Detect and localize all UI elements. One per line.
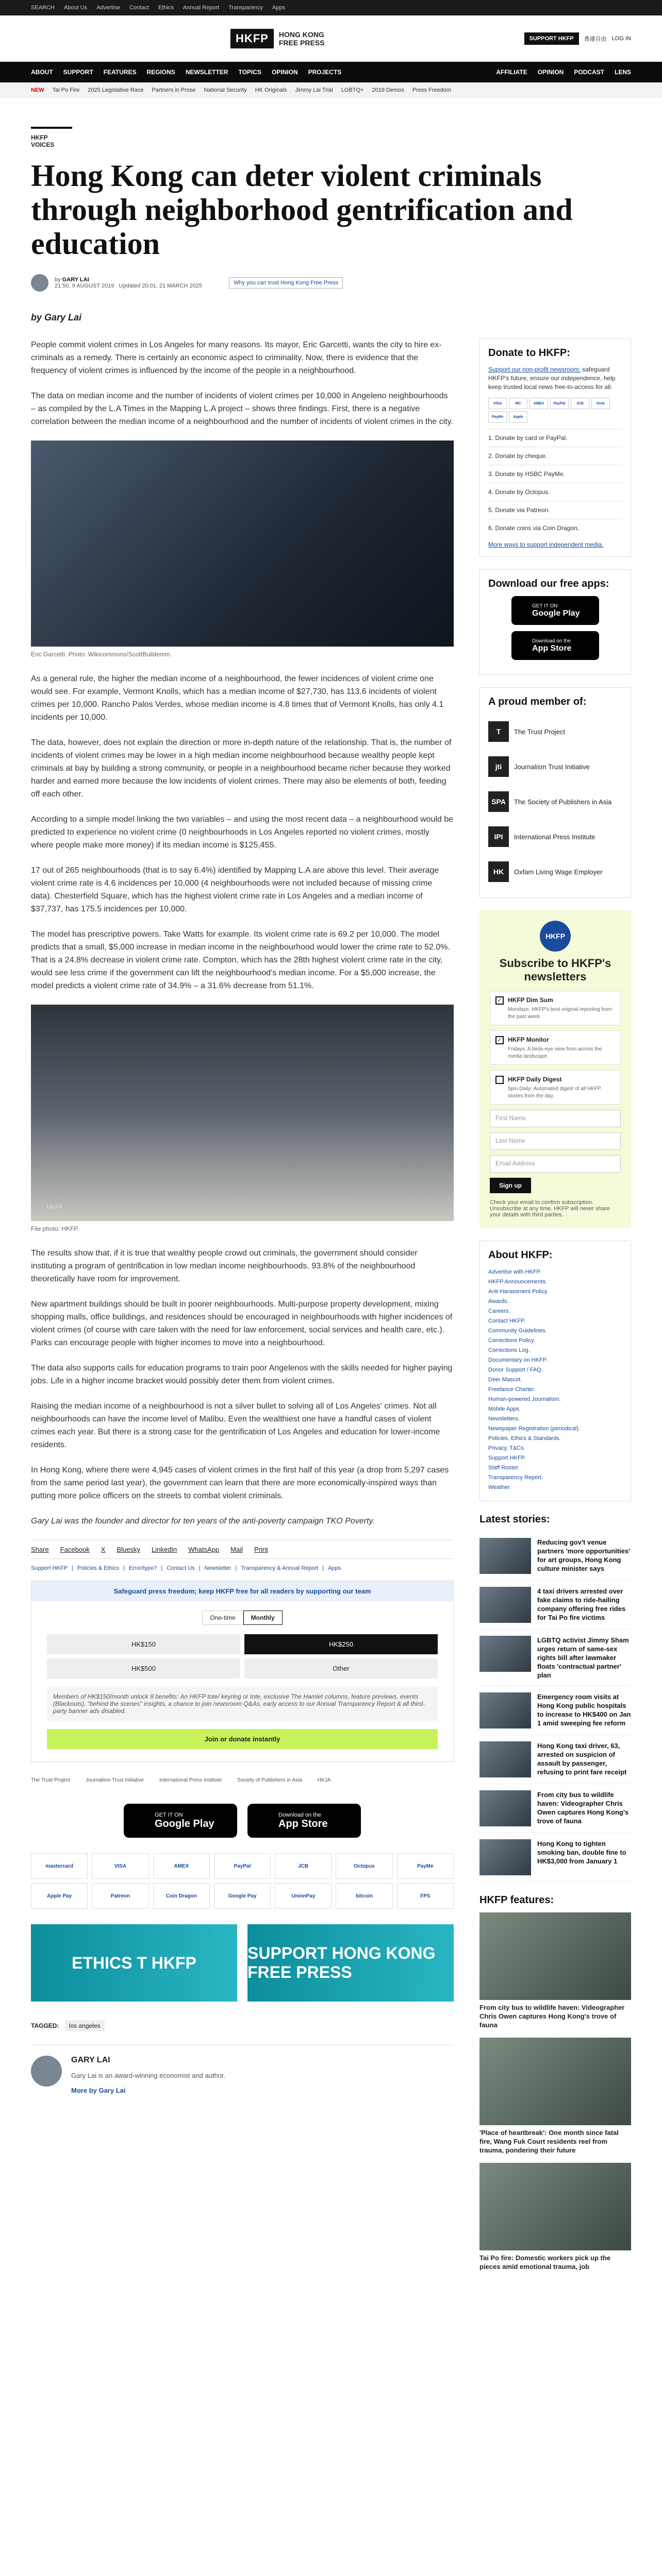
support-banner[interactable]: SUPPORT HONG KONG FREE PRESS — [247, 1924, 454, 2002]
checkbox[interactable] — [495, 1076, 504, 1084]
member-of-card — [479, 687, 631, 898]
nav-topics[interactable]: TOPICS — [238, 69, 261, 76]
promo-banners — [31, 1924, 454, 2002]
author-avatar-large[interactable] — [31, 2056, 62, 2087]
photo-caption: File photo: HKFP. — [31, 1225, 79, 1232]
paragraph: In Hong Kong, where there were 4,945 cases of violent crimes in the first half of this year (a drop from 5,297 cases from the same period last year), the government can learn that there are more economically-inspired ways than putting more police officers on the streets to combat violent criminals. — [31, 1466, 449, 1500]
paragraph: People commit violent crimes in Los Angeles for many reasons. Its mayor, Eric Garcetti, wants the city to hire ex-criminals as a remedy. There is certainly an economic aspect to criminality. Now, there is evidence that the frequency of violent crimes is influenced by the income of the people in a neighbourhood. — [31, 341, 442, 375]
footlink[interactable]: Contact Us — [167, 1565, 195, 1571]
member-title: A proud member of: — [488, 696, 587, 707]
member-logo: IPI — [488, 826, 509, 847]
author-avatar[interactable] — [31, 274, 48, 292]
latest-story[interactable]: From city bus to wildlife haven: Videographer Chris Owen captures Hong Kong's trove of fauna — [479, 1784, 631, 1833]
members-benefits-note: Members of HK$150/month unlock 8 benefits: An HKFP tote/ keyring or tote, exclusive The Hamlet columns, feature previews, events (Blackouts), "behind the scenes" insights, a chance to join newsroom Q&As, early access to our Annual Transparency Report & all third-party banner ads disabled. — [47, 1687, 438, 1721]
about-link[interactable]: Corrections Log. — [488, 1347, 530, 1353]
member-logo: HK — [488, 861, 509, 882]
payment-logo: UnionPay — [275, 1883, 332, 1909]
top-item-ethics[interactable]: Ethics — [158, 5, 174, 11]
one-time-tab[interactable]: One-time — [202, 1611, 243, 1625]
card-logo: Apple — [509, 411, 527, 422]
donate-option[interactable]: 4. Donate by Octopus. — [488, 483, 622, 501]
tag-pill[interactable]: los angeles — [65, 2020, 105, 2031]
paragraph: 17 out of 265 neighbourhoods (that is to say 6.4%) identified by Mapping L.A are above this level. Their average violent crime rate is 4.6 incidences per 10,000 (4 neighbourhoods were not included because of missing crime data). Chesterfield Square, which has the highest violent crime rate in Los Angeles and a median income of $37,737, has 175.5 incidences per 10,000. — [31, 866, 439, 913]
top-item-transparency[interactable]: Transparency — [228, 5, 263, 11]
share-whatsapp[interactable]: WhatsApp — [188, 1546, 220, 1553]
partner-logo: HKJA — [317, 1777, 331, 1783]
about-link[interactable]: HKFP Announcements. — [488, 1279, 548, 1285]
article-headline: Hong Kong can deter violent criminals through neighborhood gentrification and education — [31, 159, 573, 261]
subnav-item[interactable]: Tai Po Fire — [52, 87, 80, 93]
donate-option[interactable]: 1. Donate by card or PayPal. — [488, 429, 622, 447]
masthead — [0, 15, 662, 62]
email-input[interactable]: Email Address — [490, 1155, 621, 1173]
published-date: 21:50, 9 AUGUST 2019 — [55, 283, 114, 289]
article-container — [31, 127, 631, 2279]
payment-logo: PayMe — [397, 1853, 454, 1879]
payment-logo: Octopus — [336, 1853, 392, 1879]
tags-row: TAGGED: los angeles — [31, 2022, 454, 2029]
member-org[interactable]: T The Trust Project — [488, 714, 622, 749]
subnav-item[interactable]: Jimmy Lai Trial — [295, 87, 333, 93]
first-name-input[interactable]: First Name — [490, 1110, 621, 1127]
payment-logo: JCB — [275, 1853, 332, 1879]
about-link[interactable]: Advertise with HKFP. — [488, 1269, 541, 1275]
support-hkfp-button[interactable]: SUPPORT HKFP — [524, 32, 579, 45]
hkfp-features — [479, 1894, 631, 2271]
story-thumbnail — [479, 1741, 531, 1777]
author-box-name[interactable]: GARY LAI — [71, 2056, 110, 2064]
nav-opinion[interactable]: OPINION — [271, 69, 298, 76]
about-link[interactable]: Staff Roster. — [488, 1465, 520, 1471]
about-link[interactable]: Deer Mascot. — [488, 1377, 522, 1383]
member-logo: jti — [488, 756, 509, 777]
paragraph: New apartment buildings should be built in poorer neighbourhoods. Multi-purpose property development, mixing shopping malls, office buildings, and residences should be encouraged in neighbourhoods with higher incidences of violent crimes (of course with care taken with the need for law enforcement, social services and health care, etc.). Parks can encourage people with higher incomes to move into a neighbourhood. — [31, 1300, 453, 1347]
monthly-tab[interactable]: Monthly — [243, 1611, 283, 1625]
donate-title: Donate to HKFP: — [488, 347, 570, 359]
payment-methods — [31, 1853, 454, 1909]
subnav-item[interactable]: National Security — [204, 87, 247, 93]
paragraph: The data on median income and the number of incidents of violent crimes per 10,000 in Angeleno neighbourhoods – as compiled by the L.A Times in the Mapping L.A project – shows three findings. First, there is a negative correlation between the median income of a neighbourhood and the number of incidents of violent crimes in the city. — [31, 392, 453, 426]
ethics-banner[interactable]: ETHICS T HKFP — [31, 1924, 237, 2002]
partner-logos — [31, 1777, 454, 1783]
paragraph: The data, however, does not explain the direction or more in-depth nature of the relationship. That is, the number of incidents of violent crimes may be lower in a high median income neighbourhood because wealthy people kept criminals at bay by building a strong community, or people in a neighbourhood became richer because they worked harder and earned more because the low incidents of violent crimes. There may also be elements of both, feeding off each other. — [31, 738, 452, 799]
member-logo: T — [488, 721, 509, 742]
latest-stories — [479, 1514, 631, 1882]
donate-option[interactable]: 3. Donate by HSBC PayMe. — [488, 465, 622, 483]
share-bar — [31, 1540, 454, 1559]
partner-logo: Society of Publishers in Asia — [237, 1777, 302, 1783]
logo-mark: HKFP — [230, 29, 274, 48]
nav-podcast[interactable]: PODCAST — [574, 69, 604, 76]
donate-option[interactable]: 5. Donate via Patreon. — [488, 501, 622, 519]
latest-story[interactable]: Emergency room visits at Hong Kong public hospitals to increase to HK$400 on Jan 1 amid sweeping fee reform — [479, 1686, 631, 1735]
payment-logo: Apple Pay — [31, 1883, 88, 1909]
feature-story[interactable]: From city bus to wildlife haven: Videographer Chris Owen captures Hong Kong's trove of fauna — [479, 1912, 631, 2029]
feature-image — [479, 1912, 631, 2000]
login-link[interactable]: LOG IN — [611, 35, 631, 42]
by-line: by Gary Lai — [31, 312, 82, 323]
footlink[interactable]: Newsletter — [204, 1565, 231, 1571]
member-org[interactable]: IPI International Press Institute — [488, 819, 622, 854]
new-badge: NEW — [31, 87, 44, 93]
member-org[interactable]: SPA The Society of Publishers in Asia — [488, 784, 622, 819]
top-item-contact[interactable]: Contact — [129, 5, 149, 11]
subnav-item[interactable]: LGBTQ+ — [341, 87, 364, 93]
about-link[interactable]: Policies, Ethics & Standards. — [488, 1435, 561, 1442]
share-x[interactable]: X — [101, 1546, 106, 1553]
payment-logo: mastercard — [31, 1853, 88, 1879]
donate-option[interactable]: 2. Donate by cheque. — [488, 447, 622, 465]
about-link[interactable]: Community Guidelines. — [488, 1328, 547, 1334]
support-box — [31, 1581, 454, 1762]
support-heading[interactable]: Safeguard press freedom; keep HKFP free for all readers by supporting our team — [31, 1581, 453, 1601]
about-link[interactable]: Support HKFP. — [488, 1455, 526, 1461]
paragraph: Raising the median income of a neighbourhood is not a silver bullet to solving all of Los Angeles' crimes. Not all neighbourhoods can have the income level of Malibu. Even the wealthiest one have a handful cases of violent crimes each year. But there is a strong case for the gentrification of Los Angeles and education for lower-income residents. — [31, 1402, 440, 1449]
about-link[interactable]: Corrections Policy. — [488, 1337, 535, 1344]
top-item-about[interactable]: About Us — [63, 5, 88, 11]
member-org[interactable]: HK Oxfam Living Wage Employer — [488, 854, 622, 889]
amount-option-selected[interactable]: HK$250 — [244, 1634, 438, 1654]
nav-projects[interactable]: PROJECTS — [308, 69, 342, 76]
frequency-toggle — [31, 1611, 453, 1625]
story-thumbnail — [479, 1538, 531, 1574]
payment-logo: VISA — [92, 1853, 148, 1879]
about-link[interactable]: Newspaper Registration (periodical). — [488, 1426, 580, 1432]
about-link[interactable]: Careers. — [488, 1308, 510, 1314]
about-link[interactable]: Contact HKFP. — [488, 1318, 525, 1324]
about-link[interactable]: Awards. — [488, 1298, 509, 1304]
feature-image — [479, 2163, 631, 2250]
card-logos — [488, 398, 622, 422]
share-facebook[interactable]: Facebook — [60, 1546, 90, 1553]
latest-story[interactable]: LGBTQ activist Jimmy Sham urges return of same-sex rights bill after lawmaker floats 'contractual partner' plan — [479, 1630, 631, 1686]
amount-option[interactable]: HK$150 — [47, 1634, 240, 1654]
newsletter-option[interactable]: ✓ HKFP Dim Sum Mondays: HKFP's best original reporting from the past week. — [490, 991, 621, 1025]
author-bio: Gary Lai is an award-winning economist and author. — [71, 2072, 226, 2079]
language-link[interactable]: 香港自由 — [584, 36, 607, 42]
footlink[interactable]: Apps — [328, 1565, 341, 1571]
newsletter-signup — [479, 910, 631, 1228]
photo-watermark: HKFP — [46, 1204, 63, 1211]
latest-story[interactable]: Hong Kong to tighten smoking ban, double fine to HK$3,000 from January 1 — [479, 1833, 631, 1882]
nav-regions[interactable]: REGIONS — [146, 69, 175, 76]
footlink[interactable]: Error/typo? — [128, 1565, 157, 1571]
more-ways-link[interactable]: More ways to support independent media. — [488, 541, 604, 548]
paragraph: The data also supports calls for education programs to train poor Angelenos with the skills needed for higher paying jobs. Life in a higher income bracket would possibly deter them from violent crimes. — [31, 1364, 453, 1385]
top-utility-bar — [0, 0, 662, 15]
amount-options — [31, 1634, 453, 1679]
google-play-button[interactable]: GET IT ON Google Play — [124, 1804, 237, 1838]
last-name-input[interactable]: Last Name — [490, 1132, 621, 1150]
footlink[interactable]: Support HKFP — [31, 1565, 68, 1571]
card-logo: Octo — [591, 398, 610, 409]
nav-about[interactable]: ABOUT — [31, 69, 53, 76]
newsletter-option[interactable]: HKFP Daily Digest 5pm Daily: Automated digest of all HKFP stories from the day. — [490, 1070, 621, 1105]
subnav-item[interactable]: Partners in Prose — [152, 87, 196, 93]
latest-story[interactable]: Hong Kong taxi driver, 63, arrested on suspicion of assault by passenger, refusing to print fare receipt — [479, 1735, 631, 1784]
about-link[interactable]: Documentary on HKFP. — [488, 1357, 548, 1363]
masthead-actions — [524, 32, 631, 45]
story-thumbnail — [479, 1692, 531, 1728]
payment-logo: AMEX — [153, 1853, 210, 1879]
amount-option[interactable]: HK$500 — [47, 1658, 240, 1679]
payment-logo: Google Pay — [214, 1883, 271, 1909]
payment-logo: FPS — [397, 1883, 454, 1909]
logo-line-1: HONG KONG — [278, 30, 324, 39]
feature-image — [479, 2038, 631, 2125]
trust-note-link[interactable]: Why you can trust Hong Kong Free Press — [229, 277, 343, 289]
paragraph: According to a simple model linking the two variables – and using the most recent data – a neighbourhood would be predicted to experience no violent crime (0 neighbourhoods in Los Angeles reported no violent crimes, mostly where people make more money) if its median income is $125,455. — [31, 815, 454, 850]
card-logo: VISA — [488, 398, 507, 409]
features-title: HKFP features: — [479, 1894, 554, 1906]
about-link[interactable]: Donor Support / FAQ. — [488, 1367, 543, 1373]
section-tag[interactable]: HKFP VOICES — [31, 127, 72, 148]
about-title: About HKFP: — [488, 1249, 553, 1261]
card-logo: MC — [509, 398, 527, 409]
app-store-buttons — [31, 1804, 454, 1838]
top-item-advertise[interactable]: Advertise — [96, 5, 120, 11]
photo-eric-garcetti — [31, 440, 454, 647]
latest-story[interactable]: Reducing gov't venue partners 'more opportunities' for art groups, Hong Kong culture minister says — [479, 1532, 631, 1581]
apps-card — [479, 569, 631, 675]
about-link[interactable]: Anti-Harassment Policy. — [488, 1289, 549, 1295]
payment-logo: PayPal — [214, 1853, 271, 1879]
amount-option[interactable]: Other — [244, 1658, 438, 1679]
newsletter-title: Subscribe to HKFP's newsletters — [499, 957, 611, 983]
donate-option[interactable]: 6. Donate coins via Coin Dragon. — [488, 519, 622, 537]
about-link[interactable]: Newsletters. — [488, 1416, 520, 1422]
photo-police — [31, 1005, 454, 1221]
latest-story[interactable]: 4 taxi drivers arrested over fake claims to ride-hailing company offering free rides for Tai Po fire victims — [479, 1581, 631, 1630]
app-store-button[interactable]: Download on the App Store — [247, 1804, 361, 1838]
subnav-item[interactable]: HK Originals — [255, 87, 287, 93]
footlink[interactable]: Policies & Ethics — [77, 1565, 120, 1571]
about-link[interactable]: Privacy, T&Cs. — [488, 1445, 525, 1451]
about-link[interactable]: Mobile Apps. — [488, 1406, 521, 1412]
subnav-item[interactable]: Press Freedom — [412, 87, 452, 93]
nav-support[interactable]: SUPPORT — [63, 69, 93, 76]
share-label: Share — [31, 1546, 49, 1553]
top-item-annual-report[interactable]: Annual Report — [183, 5, 220, 11]
card-logo: AMEX — [529, 398, 548, 409]
author-name[interactable]: GARY LAI — [62, 277, 89, 283]
site-logo[interactable] — [230, 29, 325, 48]
nav-affiliate[interactable]: AFFILIATE — [496, 69, 527, 76]
nav-lens[interactable]: LENS — [614, 69, 631, 76]
donate-intro-link[interactable]: Support our non-profit newsroom: — [488, 366, 581, 373]
card-logo: PayPal — [550, 398, 569, 409]
share-print[interactable]: Print — [254, 1546, 268, 1553]
paragraph: The results show that, if it is true that wealthy people crowd out criminals, the government should consider instituting a program of gentrification in low median income neighbourhoods. 93.8% of the neighbourhood theoretically have room for improvement. — [31, 1249, 418, 1283]
checkbox[interactable]: ✓ — [495, 1036, 504, 1044]
nav-opinion-2[interactable]: OPINION — [537, 69, 564, 76]
card-logo: JCB — [571, 398, 589, 409]
join-donate-button[interactable]: Join or donate instantly — [47, 1729, 438, 1749]
partner-logo: The Trust Project — [31, 1777, 71, 1783]
share-mail[interactable]: Mail — [230, 1546, 243, 1553]
subnav-item[interactable]: 2019 Demos — [372, 87, 404, 93]
feature-story[interactable]: 'Place of heartbreak': One month since fatal fire, Wang Fuk Court residents reel from trauma, pondering their future — [479, 2038, 631, 2155]
paragraph: As a general rule, the higher the median income of a neighbourhood, the fewer incidences of violent crime one would see. For example, Vermont Knolls, which has a median income of $27,730, has 113.6 incidents of violent crimes per 10,000. Rancho Palos Verdes, whose median income is 4.8 times that of Vermont Knolls, has only 4.1 incidents per 10,000. — [31, 674, 444, 722]
checkbox[interactable]: ✓ — [495, 996, 504, 1005]
paragraph: The model has prescriptive powers. Take Watts for example. Its violent crime rate is 69.2 per 10,000. The model predicts that a small, $5,000 increase in median income in the neighbourhood would lower the crime rate to 52.0%. That is a 24.8% decrease in violent crime rate. Compton, which has the 28th highest violent crime rate in the city, would see less crime if the government can lift the neighbourhood's median income. For a $5,000 increase, the model predicts a violent crime rate of 34.9% – a 31.6% decrease from 51.1%. — [31, 930, 450, 990]
story-thumbnail — [479, 1839, 531, 1875]
about-links — [488, 1267, 622, 1493]
footlink[interactable]: Transparency & Annual Report — [241, 1565, 319, 1571]
payment-logo: Patreon — [92, 1883, 148, 1909]
byline-row: by GARY LAI 21:50, 9 AUGUST 2019 Updated 20:01, 21 MARCH 2025 Why you can trust Hong Kong Free Press — [31, 274, 631, 292]
top-item-apps[interactable]: Apps — [272, 5, 286, 11]
story-thumbnail — [479, 1587, 531, 1623]
top-item-search[interactable]: SEARCH — [31, 5, 55, 11]
partner-logo: Journalism Trust Initiative — [86, 1777, 144, 1783]
about-link[interactable]: Weather. — [488, 1484, 511, 1490]
member-org[interactable]: jti Journalism Trust Initiative — [488, 749, 622, 784]
latest-title: Latest stories: — [479, 1514, 550, 1525]
feature-story[interactable]: Tai Po fire: Domestic workers pick up the pieces amid emotional trauma, job — [479, 2163, 631, 2271]
share-bluesky[interactable]: Bluesky — [117, 1546, 140, 1553]
story-thumbnail — [479, 1790, 531, 1826]
payment-logo: bitcoin — [336, 1883, 392, 1909]
author-box — [31, 2045, 454, 2094]
app-store-button[interactable]: Download on the App Store — [511, 631, 599, 660]
payment-logo: Coin Dragon — [153, 1883, 210, 1909]
author-note: Gary Lai was the founder and director for ten years of the anti-poverty campaign TKO Poverty. — [31, 1517, 375, 1526]
google-play-button[interactable]: GET IT ON Google Play — [511, 596, 599, 625]
member-logo: SPA — [488, 791, 509, 812]
donate-card: Donate to HKFP: Support our non-profit newsroom: safeguard HKFP's future, ensure our independence, help keep trusted local news free-to-access for all. VISA MC AMEX PayPal JCB Octo PayMe Apple 1. Donate by card or PayPal. 2. Donate by cheque. 3. Donate by HSBC PayMe. 4. Donate by Octopus. 5. Donate via Patreon. 6. Donate coins via Coin Dragon. More ways to support independent media. — [479, 338, 631, 557]
hkfp-logo: HKFP — [540, 921, 571, 952]
about-link[interactable]: Transparency Report. — [488, 1475, 543, 1481]
more-by-author-link[interactable]: More by Gary Lai — [71, 2087, 126, 2094]
sidebar — [479, 338, 631, 2279]
subnav-item[interactable]: 2025 Legislative Race — [88, 87, 144, 93]
trending-subnav — [0, 82, 662, 98]
article-body — [31, 338, 454, 2279]
newsletter-note: Check your email to confirm subscription. Unsubscribe at any time. HKFP will never share your details with third parties. — [490, 1199, 610, 1218]
partner-logo: International Press Institute — [159, 1777, 222, 1783]
nav-features[interactable]: FEATURES — [103, 69, 137, 76]
story-thumbnail — [479, 1636, 531, 1672]
card-logo: PayMe — [488, 411, 507, 422]
sign-up-button[interactable]: Sign up — [490, 1178, 531, 1193]
about-link[interactable]: Freelance Charter. — [488, 1386, 536, 1393]
nav-newsletter[interactable]: NEWSLETTER — [185, 69, 228, 76]
updated-date: Updated 20:01, 21 MARCH 2025 — [119, 283, 202, 289]
about-card — [479, 1241, 631, 1501]
apps-title: Download our free apps: — [488, 578, 609, 589]
share-linkedin[interactable]: LinkedIn — [152, 1546, 177, 1553]
about-link[interactable]: Human-powered Journalism. — [488, 1396, 561, 1402]
article-footer-links: Support HKFP | Policies & Ethics | Error/typo? | Contact Us | Newsletter | Transparency & Annual Report | Apps — [31, 1565, 341, 1571]
photo-caption: Eric Garcetti. Photo: Wikicommons/ScottBuildemm. — [31, 651, 172, 658]
newsletter-option[interactable]: ✓ HKFP Monitor Fridays: A birds-eye view from across the media landscape. — [490, 1030, 621, 1065]
main-nav — [0, 62, 662, 82]
logo-line-2: FREE PRESS — [278, 38, 325, 47]
